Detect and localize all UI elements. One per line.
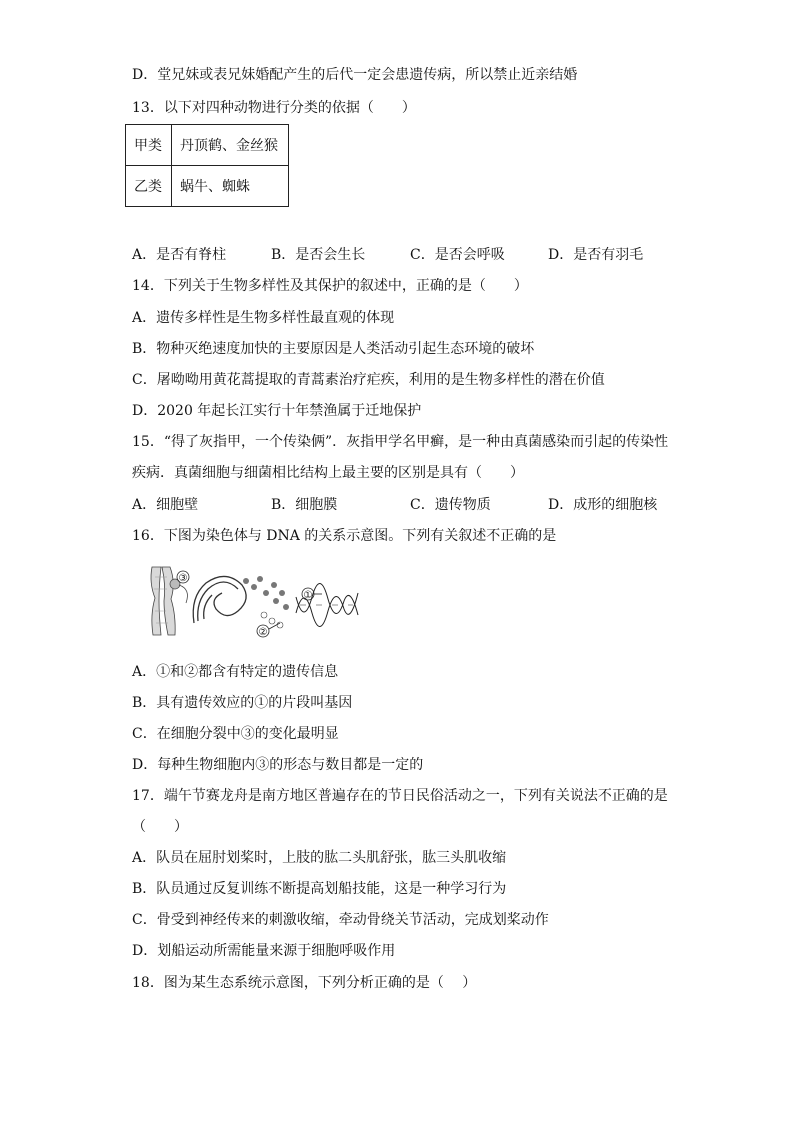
q16-option-a: A．①和②都含有特定的遗传信息: [132, 664, 339, 680]
figure-label-2: ②: [258, 627, 268, 638]
table-row: [126, 125, 289, 166]
q15-stem-line2: 疾病．真菌细胞与细菌相比结构上最主要的区别是具有（ ）: [132, 465, 524, 481]
q16-option-d: D．每种生物细胞内③的形态与数目都是一定的: [132, 757, 424, 773]
table-cell-label: 乙类: [126, 166, 172, 207]
q14-stem: 14．下列关于生物多样性及其保护的叙述中，正确的是（ ）: [132, 278, 528, 294]
q17-stem-line1: 17．端午节赛龙舟是南方地区普遍存在的节日民俗活动之一，下列有关说法不正确的是: [132, 788, 668, 804]
figure-label-1: ①: [303, 590, 313, 601]
q15-option-b: B．细胞膜: [271, 497, 338, 513]
q12-option-d: D．堂兄妹或表兄妹婚配产生的后代一定会患遗传病，所以禁止近亲结婚: [132, 67, 578, 83]
q17-option-c: C．骨受到神经传来的刺激收缩，牵动骨绕关节活动，完成划桨动作: [132, 912, 549, 928]
q17-option-b: B．队员通过反复训练不断提高划船技能，这是一种学习行为: [132, 881, 507, 897]
q13-stem: 13．以下对四种动物进行分类的依据（ ）: [132, 100, 416, 116]
q13-classification-table: [125, 124, 289, 207]
q14-option-b: B．物种灭绝速度加快的主要原因是人类活动引起生态环境的破坏: [132, 341, 535, 357]
q14-option-d: D．2020 年起长江实行十年禁渔属于迁地保护: [132, 403, 422, 419]
q17-option-d: D．划船运动所需能量来源于细胞呼吸作用: [132, 943, 396, 959]
q13-option-d: D．是否有羽毛: [548, 247, 644, 263]
q15-option-c: C．遗传物质: [410, 497, 491, 513]
q16-option-c: C．在细胞分裂中③的变化最明显: [132, 726, 339, 742]
q14-option-a: A．遗传多样性是生物多样性最直观的体现: [132, 310, 395, 326]
table-cell-value: 蜗牛、蜘蛛: [172, 166, 289, 207]
chromosome-dna-diagram: [146, 563, 360, 641]
table-cell-label: 甲类: [126, 125, 172, 166]
q16-option-b: B．具有遗传效应的①的片段叫基因: [132, 695, 353, 711]
table-cell-value: 丹顶鹤、金丝猴: [172, 125, 289, 166]
q15-stem-line1: 15．“得了灰指甲，一个传染俩”．灰指甲学名甲癣，是一种由真菌感染而引起的传染性: [132, 434, 669, 450]
q14-option-c: C．屠呦呦用黄花蒿提取的青蒿素治疗疟疾，利用的是生物多样性的潜在价值: [132, 372, 605, 388]
q18-stem: 18．图为某生态系统示意图，下列分析正确的是（ ）: [132, 975, 477, 991]
q13-option-b: B．是否会生长: [271, 247, 366, 263]
q13-option-a: A．是否有脊柱: [132, 247, 227, 263]
table-row: [126, 166, 289, 207]
q17-option-a: A．队员在屈肘划桨时，上肢的肱二头肌舒张，肱三头肌收缩: [132, 850, 507, 866]
q15-option-d: D．成形的细胞核: [548, 497, 658, 513]
q13-option-c: C．是否会呼吸: [410, 247, 505, 263]
figure-label-3: ③: [178, 573, 188, 584]
q17-stem-line2: （ ）: [132, 819, 188, 835]
q16-stem: 16．下图为染色体与 DNA 的关系示意图。下列有关叙述不正确的是: [132, 528, 557, 544]
q15-option-a: A．细胞壁: [132, 497, 199, 513]
